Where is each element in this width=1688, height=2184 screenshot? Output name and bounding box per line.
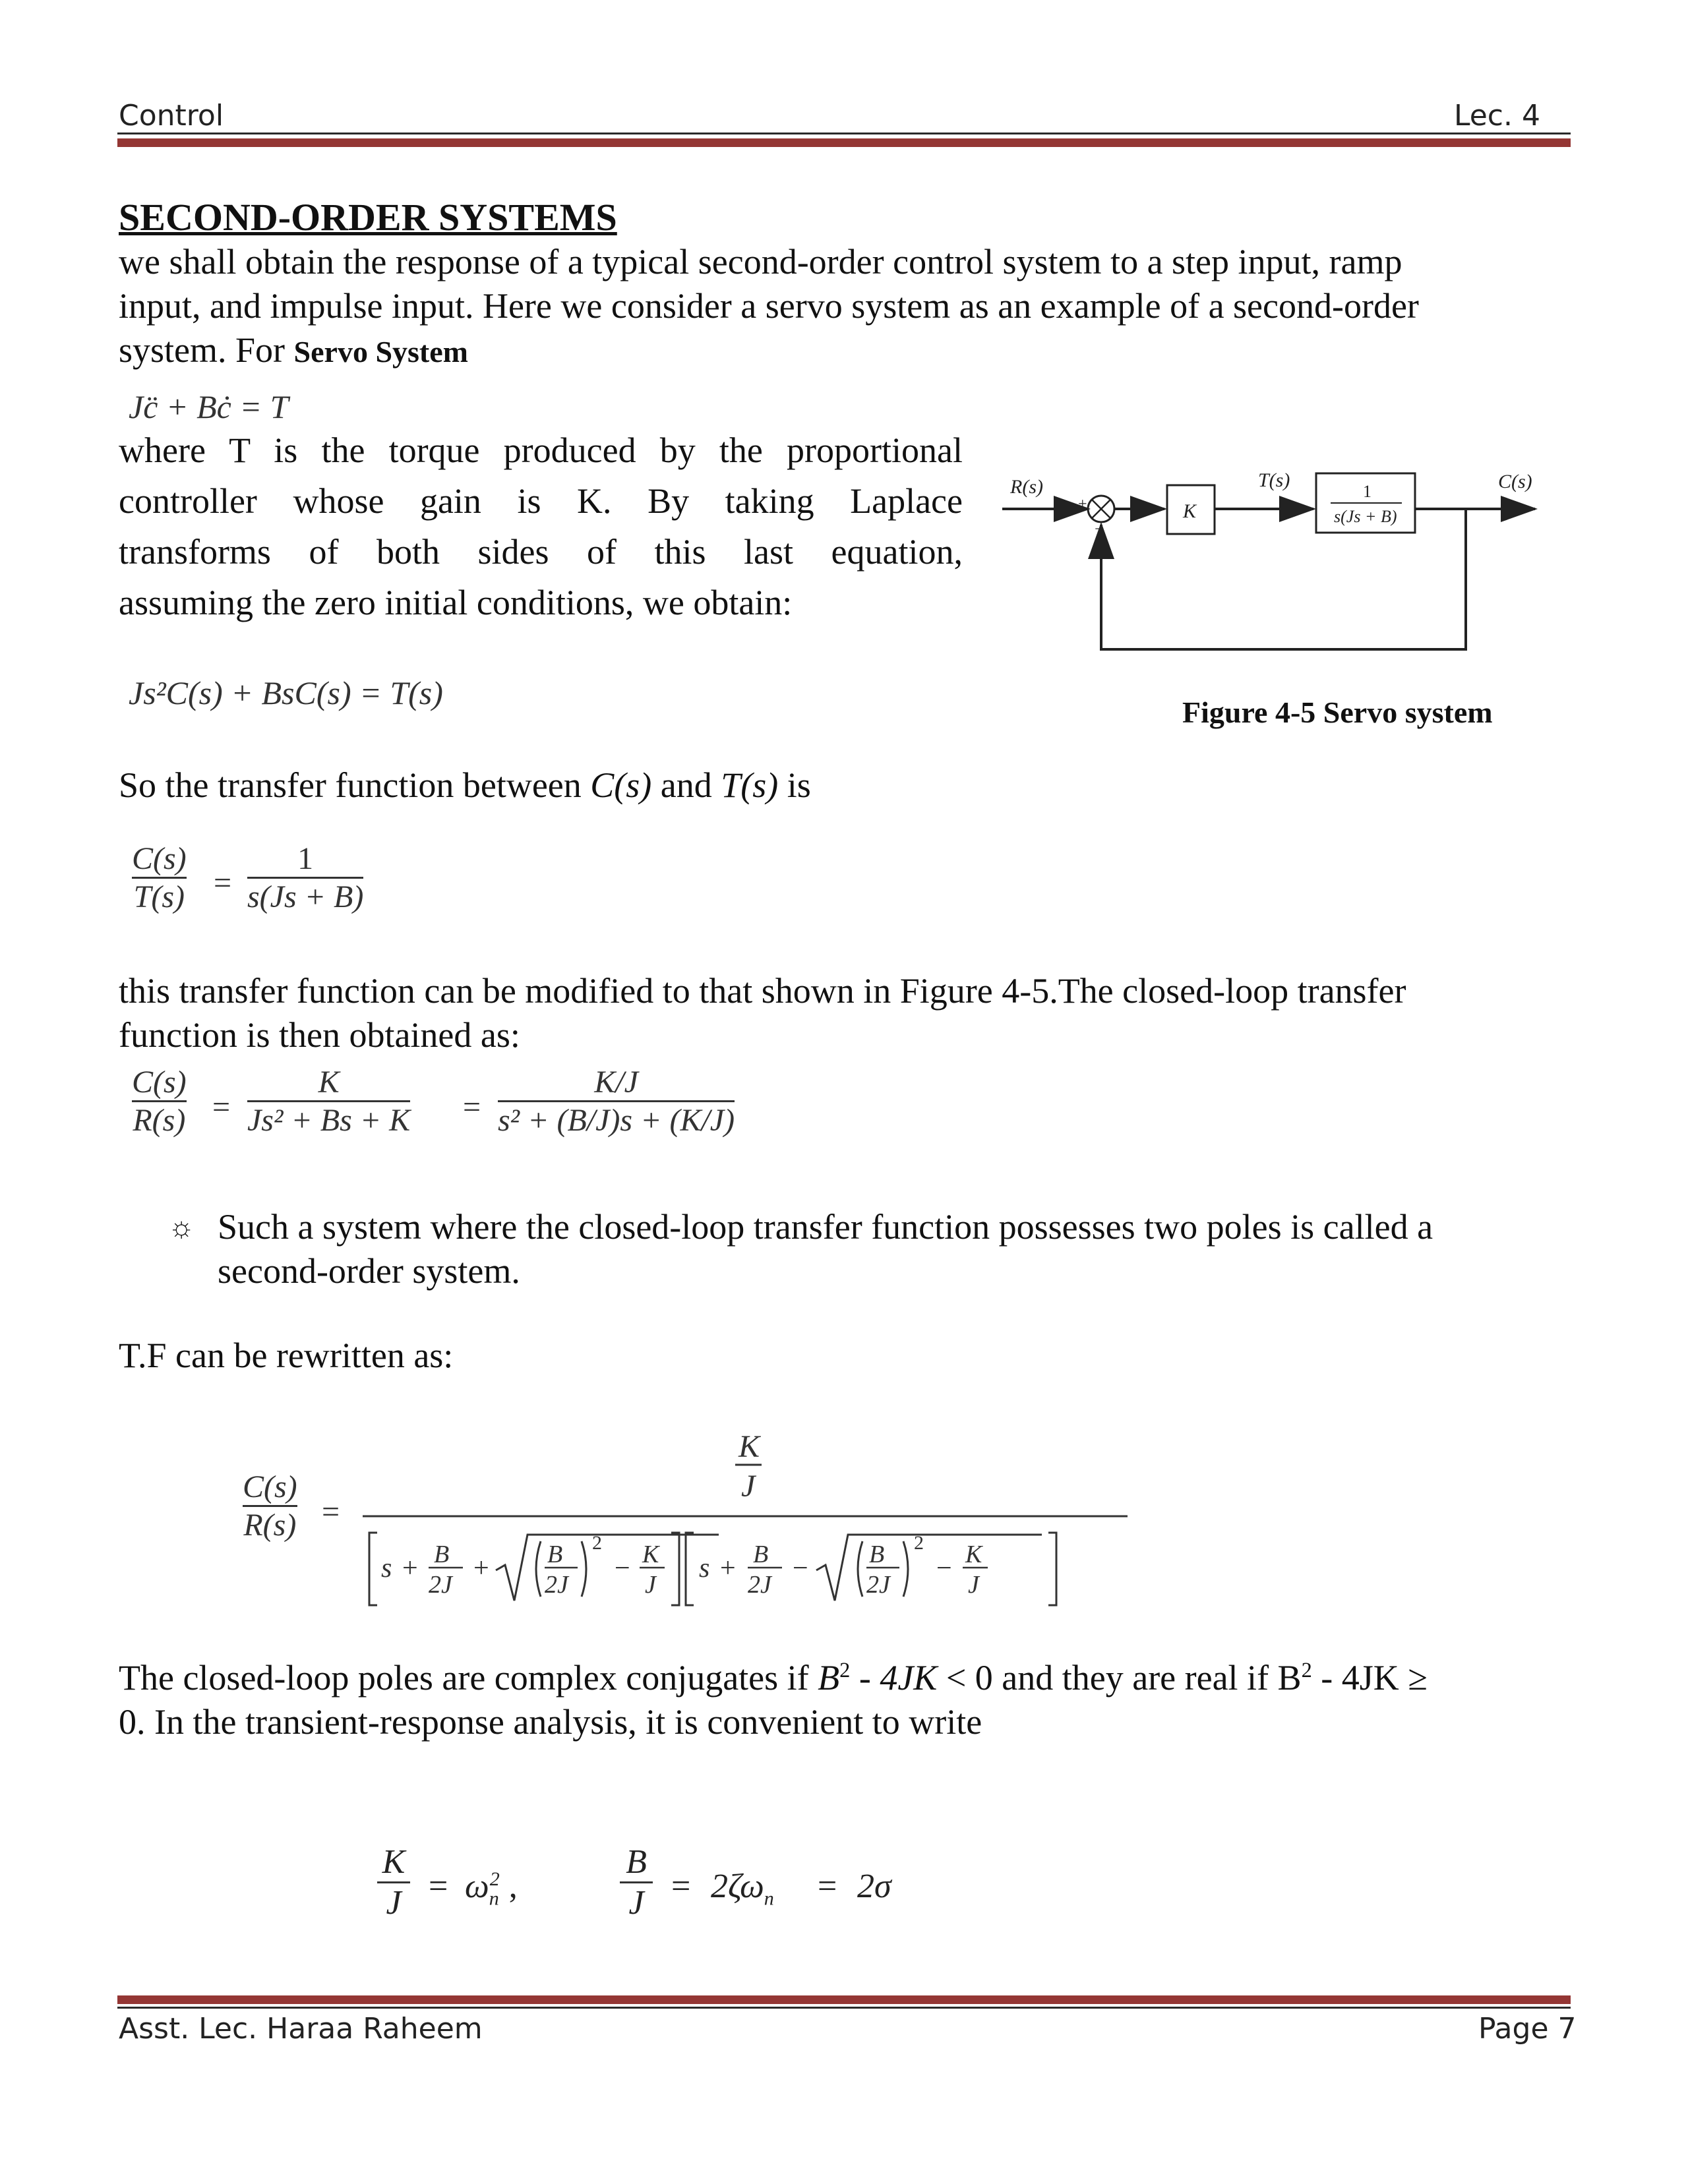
footer-rule-thick bbox=[117, 1995, 1571, 2004]
tf3-factor-1 bbox=[369, 1532, 719, 1605]
label-torque: T(s) bbox=[1258, 469, 1290, 491]
tf1-equals: = bbox=[214, 866, 232, 900]
minus-sign: − bbox=[1095, 521, 1104, 538]
svg-text:B: B bbox=[753, 1541, 769, 1568]
label-input: R(s) bbox=[1010, 476, 1043, 498]
bullet-text bbox=[218, 1205, 1576, 1293]
modified-paragraph bbox=[119, 969, 1576, 1057]
poles-paragraph bbox=[119, 1656, 1582, 1744]
final-omega: $\omega_n^2$ , bbox=[465, 1868, 518, 1910]
tf1-lhs: C(s) T(s) bbox=[132, 841, 187, 914]
svg-text:−: − bbox=[936, 1553, 952, 1583]
svg-text:2J: 2J bbox=[748, 1571, 771, 1599]
svg-text:B: B bbox=[547, 1541, 563, 1568]
torque-line: where T is the torque produced by the proportional bbox=[119, 430, 963, 470]
svg-text:B: B bbox=[434, 1541, 450, 1568]
tf3-factored-fraction bbox=[349, 1424, 1141, 1615]
svg-text:2: 2 bbox=[592, 1532, 602, 1554]
feedback-path bbox=[1101, 509, 1466, 649]
footer-author: Asst. Lec. Haraa Raheem bbox=[119, 2012, 483, 2046]
svg-text:J: J bbox=[645, 1571, 656, 1599]
torque-paragraph bbox=[119, 425, 963, 628]
torque-line: assuming the zero initial conditions, we obtain: bbox=[119, 583, 793, 622]
summing-junction bbox=[1088, 496, 1114, 522]
plus-sign: + bbox=[1078, 496, 1087, 513]
header-rule-thick bbox=[117, 138, 1571, 147]
gain-label: K bbox=[1183, 500, 1197, 522]
torque-line: controller whose gain is K. By taking Laplace bbox=[119, 481, 963, 521]
tf-sentence: So the transfer function between C(s) and T(s) is bbox=[119, 765, 811, 805]
svg-text:2J: 2J bbox=[429, 1571, 452, 1599]
svg-text:−: − bbox=[615, 1553, 630, 1583]
label-output: C(s) bbox=[1498, 471, 1532, 492]
poles-line: The closed-loop poles are complex conjugates if $B^2 - 4JK < 0$ and they are real if $B^2 - 4JK$ ≥ bbox=[119, 1658, 1428, 1697]
plant-denominator: s(Js + B) bbox=[1334, 507, 1397, 526]
tf3-equals: = bbox=[322, 1494, 340, 1529]
tf3-lhs: C(s) R(s) bbox=[243, 1469, 297, 1543]
svg-text:s: s bbox=[381, 1553, 392, 1583]
plant-numerator: 1 bbox=[1363, 482, 1372, 501]
intro-line: system. For Servo System bbox=[119, 330, 468, 370]
intro-line: we shall obtain the response of a typical second-order control system to a step input, ramp bbox=[119, 242, 1402, 281]
equation-motion: Jc̈ + Bċ = T bbox=[129, 388, 289, 425]
svg-text:J: J bbox=[968, 1571, 979, 1599]
tf2-lhs: C(s) R(s) bbox=[132, 1065, 187, 1138]
final-k-over-j: K J bbox=[377, 1843, 410, 1922]
tf2-equals-1: = bbox=[212, 1090, 231, 1125]
header-left: Control bbox=[119, 99, 224, 133]
servo-block-diagram bbox=[1002, 455, 1550, 666]
sun-bullet-icon: ☼ bbox=[168, 1211, 195, 1243]
svg-text:B: B bbox=[869, 1541, 885, 1568]
poles-line: 0. In the transient-response analysis, it is convenient to write bbox=[119, 1702, 982, 1742]
header-right: Lec. 4 bbox=[1454, 99, 1540, 133]
section-title: SECOND-ORDER SYSTEMS bbox=[119, 196, 617, 239]
modified-line: this transfer function can be modified to that shown in Figure 4-5.The closed-loop transfer bbox=[119, 971, 1406, 1011]
tf3-top-numerator: K bbox=[738, 1429, 760, 1464]
svg-text:+: + bbox=[720, 1553, 736, 1583]
svg-text:K: K bbox=[965, 1541, 982, 1568]
svg-text:+: + bbox=[402, 1553, 418, 1583]
torque-line: transforms of both sides of this last equation, bbox=[119, 532, 963, 572]
tf2-equals-2: = bbox=[463, 1090, 481, 1125]
servo-system-label: Servo System bbox=[293, 335, 468, 369]
header-rule-thin bbox=[117, 133, 1571, 134]
final-equals-3: = bbox=[818, 1868, 837, 1905]
footer-page-number: Page 7 bbox=[1478, 2012, 1577, 2046]
intro-line: input, and impulse input. Here we consider a servo system as an example of a second-order bbox=[119, 286, 1419, 326]
svg-text:+: + bbox=[473, 1553, 489, 1583]
figure-caption: Figure 4-5 Servo system bbox=[1182, 695, 1493, 729]
bullet-line: Such a system where the closed-loop transfer function possesses two poles is called a bbox=[218, 1207, 1433, 1247]
footer-rule-thin bbox=[117, 2007, 1571, 2009]
tf2-rhs: K/J s² + (B/J)s + (K/J) bbox=[498, 1065, 735, 1138]
tf2-middle: K Js² + Bs + K bbox=[247, 1065, 411, 1138]
svg-text:2J: 2J bbox=[545, 1571, 568, 1599]
bullet-line: second-order system. bbox=[218, 1251, 520, 1291]
svg-text:2: 2 bbox=[914, 1532, 924, 1554]
tf3-factor-2 bbox=[686, 1532, 1056, 1605]
final-equals-2: = bbox=[671, 1868, 691, 1905]
final-equals-1: = bbox=[429, 1868, 448, 1905]
final-b-over-j: B J bbox=[620, 1843, 653, 1922]
tf1-rhs: 1 s(Js + B) bbox=[247, 841, 364, 914]
svg-text:−: − bbox=[793, 1553, 808, 1583]
final-middle: $2\zeta\omega_n$ bbox=[711, 1868, 774, 1910]
final-rhs: 2σ bbox=[857, 1868, 891, 1905]
equation-laplace: Js²C(s) + BsC(s) = T(s) bbox=[129, 674, 443, 711]
svg-text:2J: 2J bbox=[866, 1571, 890, 1599]
modified-line: function is then obtained as: bbox=[119, 1015, 520, 1055]
intro-paragraph bbox=[119, 240, 1576, 374]
svg-text:s: s bbox=[699, 1553, 710, 1583]
tf3-top-denominator: J bbox=[741, 1469, 756, 1504]
tf-rewrite-label: T.F can be rewritten as: bbox=[119, 1336, 454, 1375]
svg-text:K: K bbox=[642, 1541, 659, 1568]
